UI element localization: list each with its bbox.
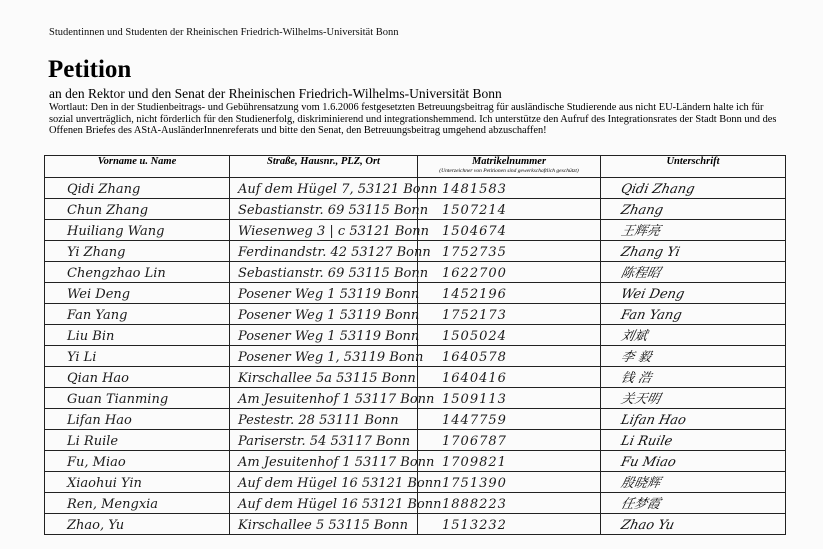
signature-rows <box>45 178 786 535</box>
table-row <box>45 199 786 220</box>
signer-signature: Zhang <box>619 203 665 218</box>
signer-address-cell <box>230 451 435 472</box>
signer-address-cell <box>230 220 429 241</box>
signer-name: Yi Zhang <box>67 245 126 260</box>
signer-signature: 王辉亮 <box>619 224 662 239</box>
table-row <box>45 409 786 430</box>
signer-address: Posener Weg 1 53119 Bonn <box>238 308 420 323</box>
signer-name-cell <box>45 430 230 451</box>
signer-address-cell <box>230 472 442 493</box>
signer-signature-cell <box>601 220 786 241</box>
table-row <box>45 262 786 283</box>
signer-address-cell <box>230 493 442 514</box>
table-row <box>45 514 786 535</box>
signer-signature-cell <box>601 199 786 220</box>
signer-matrikel-cell <box>418 178 601 199</box>
signer-matrikel-cell <box>418 304 601 325</box>
signer-matrikel: 1751390 <box>442 476 507 491</box>
signer-name-cell <box>45 493 230 514</box>
signer-name: Guan Tianming <box>67 392 169 407</box>
signer-address: Auf dem Hügel 16 53121 Bonn <box>238 497 442 512</box>
signer-address: Pestestr. 28 53111 Bonn <box>238 413 399 428</box>
signer-signature: Qidi Zhang <box>619 182 696 197</box>
signer-signature-cell <box>601 493 786 514</box>
table-row <box>45 346 786 367</box>
signer-matrikel: 1706787 <box>442 434 507 449</box>
signer-address-cell <box>230 241 431 262</box>
signer-name: Wei Deng <box>67 287 131 302</box>
table-header-row <box>45 156 786 178</box>
signer-name: Qian Hao <box>67 371 129 386</box>
signer-name-cell <box>45 451 230 472</box>
signer-matrikel-cell <box>418 388 601 409</box>
signer-signature: Fan Yang <box>619 308 684 323</box>
signer-matrikel: 1505024 <box>442 329 507 344</box>
column-header-matrikel <box>418 156 601 178</box>
signer-signature-cell <box>601 367 786 388</box>
signer-matrikel-cell <box>418 199 601 220</box>
signer-signature-cell <box>601 409 786 430</box>
signer-signature-cell <box>601 472 786 493</box>
signer-signature: Zhao Yu <box>619 518 676 533</box>
signer-matrikel: 1622700 <box>442 266 507 281</box>
signer-address: Auf dem Hügel 7, 53121 Bonn <box>238 182 438 197</box>
signer-matrikel: 1752735 <box>442 245 507 260</box>
signer-name: Fu, Miao <box>67 455 126 470</box>
signer-matrikel-cell <box>418 472 601 493</box>
signer-matrikel-cell <box>418 493 601 514</box>
signer-signature-cell <box>601 241 786 262</box>
signer-matrikel-cell <box>418 262 601 283</box>
signer-address-cell <box>230 430 418 451</box>
signer-matrikel-cell <box>418 346 601 367</box>
signer-address-cell <box>230 514 418 535</box>
signer-name-cell <box>45 409 230 430</box>
signer-address: Posener Weg 1, 53119 Bonn <box>238 350 424 365</box>
signer-signature: Lifan Hao <box>619 413 688 428</box>
signer-signature-cell <box>601 346 786 367</box>
signer-matrikel-cell <box>418 325 601 346</box>
petition-subtitle: an den Rektor und den Senat der Rheinischen Friedrich-Wilhelms-Universität Bonn <box>49 86 502 101</box>
signer-matrikel-cell <box>418 451 601 472</box>
signer-signature-cell <box>601 262 786 283</box>
table-row <box>45 451 786 472</box>
signer-name-cell <box>45 388 230 409</box>
signer-matrikel-cell <box>418 430 601 451</box>
signer-name: Li Ruile <box>67 434 119 449</box>
signer-name-cell <box>45 283 230 304</box>
signer-name-cell <box>45 514 230 535</box>
signer-matrikel: 1504674 <box>442 224 507 239</box>
column-header-signature: Unterschrift <box>601 156 786 178</box>
signer-address: Sebastianstr. 69 53115 Bonn <box>238 203 429 218</box>
signer-matrikel-cell <box>418 367 601 388</box>
signer-name: Fan Yang <box>67 308 128 323</box>
signer-address: Posener Weg 1 53119 Bonn <box>238 329 420 344</box>
table-row <box>45 325 786 346</box>
column-header-name: Vorname u. Name <box>45 156 230 178</box>
signer-matrikel-cell <box>418 283 601 304</box>
signer-name: Qidi Zhang <box>67 182 141 197</box>
signer-name-cell <box>45 325 230 346</box>
signer-address: Sebastianstr. 69 53115 Bonn <box>238 266 429 281</box>
signer-name-cell <box>45 241 230 262</box>
table-row <box>45 367 786 388</box>
signer-name-cell <box>45 367 230 388</box>
signer-name-cell <box>45 178 230 199</box>
signer-name-cell <box>45 472 230 493</box>
column-header-address: Straße, Hausnr., PLZ, Ort <box>230 156 418 178</box>
signer-address-cell <box>230 262 429 283</box>
signer-signature: Wei Deng <box>619 287 686 302</box>
signer-name: Liu Bin <box>67 329 115 344</box>
signer-address: Ferdinandstr. 42 53127 Bonn <box>238 245 431 260</box>
signer-name-cell <box>45 199 230 220</box>
petition-wortlaut: Wortlaut: Den in der Studienbeitrags- und Gebührensatzung vom 1.6.2006 festgesetzten Betreuungsbeitrag für ausländische Studierende aus nicht EU-Ländern halte ich für sozial unverträglich, nicht förderlich für den Studienerfolg, diskriminierend und integrationshemmend. Ich unterstütze den Aufruf des Integrationsrates der Stadt Bonn und des Offenen Briefes des AStA-AusländerInnenreferats und bitte den Senat, den Betreuungsbeitrag umgehend abzuschaffen! <box>49 102 777 137</box>
signer-address: Am Jesuitenhof 1 53117 Bonn <box>238 392 435 407</box>
university-line: Studentinnen und Studenten der Rheinischen Friedrich-Wilhelms-Universität Bonn <box>49 27 399 38</box>
signer-address-cell <box>230 283 418 304</box>
signer-signature-cell <box>601 451 786 472</box>
signer-address-cell <box>230 199 429 220</box>
signer-address-cell <box>230 325 418 346</box>
table-row <box>45 241 786 262</box>
signer-signature-cell <box>601 178 786 199</box>
table-row <box>45 304 786 325</box>
signer-name: Chun Zhang <box>67 203 149 218</box>
signer-signature-cell <box>601 430 786 451</box>
signer-signature-cell <box>601 388 786 409</box>
signer-matrikel: 1709821 <box>442 455 507 470</box>
signer-signature: 陈程昭 <box>619 266 662 281</box>
signer-matrikel: 1507214 <box>442 203 507 218</box>
signer-signature: Zhang Yi <box>619 245 682 260</box>
signer-matrikel: 1888223 <box>442 497 507 512</box>
table-row <box>45 472 786 493</box>
table-row <box>45 388 786 409</box>
signature-table <box>44 155 786 535</box>
signer-signature: 关天明 <box>619 392 662 407</box>
signer-matrikel: 1447759 <box>442 413 507 428</box>
signer-address-cell <box>230 367 418 388</box>
signer-name: Yi Li <box>67 350 97 365</box>
signer-signature-cell <box>601 304 786 325</box>
signer-address: Am Jesuitenhof 1 53117 Bonn <box>238 455 435 470</box>
signer-name-cell <box>45 304 230 325</box>
signer-address: Posener Weg 1 53119 Bonn <box>238 287 420 302</box>
signer-signature: Fu Miao <box>619 455 678 470</box>
signer-name-cell <box>45 220 230 241</box>
signer-matrikel: 1640416 <box>442 371 507 386</box>
table-row <box>45 493 786 514</box>
signer-address-cell <box>230 304 418 325</box>
signer-name-cell <box>45 262 230 283</box>
signer-matrikel-cell <box>418 241 601 262</box>
signer-signature: 李 毅 <box>619 350 653 365</box>
signer-matrikel-cell <box>418 220 601 241</box>
signer-name-cell <box>45 346 230 367</box>
signer-address: Wiesenweg 3 | c 53121 Bonn <box>238 224 429 239</box>
signer-signature: Li Ruile <box>619 434 674 449</box>
page-title: Petition <box>48 56 132 83</box>
signer-signature: 任梦霞 <box>619 497 662 512</box>
signer-address: Kirschallee 5a 53115 Bonn <box>238 371 416 386</box>
signer-matrikel: 1752173 <box>442 308 507 323</box>
signer-name: Zhao, Yu <box>67 518 125 533</box>
table-row <box>45 220 786 241</box>
signer-matrikel-cell <box>418 514 601 535</box>
signer-matrikel: 1509113 <box>442 392 507 407</box>
signer-address-cell <box>230 346 424 367</box>
signer-signature-cell <box>601 514 786 535</box>
column-header-matrikel-note: (Unterzeichner von Petitionen sind gewerkschaftlich geschützt) <box>439 168 579 174</box>
signer-matrikel-cell <box>418 409 601 430</box>
signer-matrikel: 1640578 <box>442 350 507 365</box>
signer-matrikel: 1513232 <box>442 518 507 533</box>
signer-address: Auf dem Hügel 16 53121 Bonn <box>238 476 442 491</box>
signer-name: Lifan Hao <box>67 413 132 428</box>
table-row <box>45 430 786 451</box>
signer-matrikel: 1452196 <box>442 287 507 302</box>
table-row <box>45 283 786 304</box>
signer-signature-cell <box>601 325 786 346</box>
signer-address-cell <box>230 388 435 409</box>
signer-address-cell <box>230 178 438 199</box>
signer-signature: 钱 浩 <box>619 371 653 386</box>
signer-address: Kirschallee 5 53115 Bonn <box>238 518 409 533</box>
signer-address-cell <box>230 409 418 430</box>
signer-signature-cell <box>601 283 786 304</box>
signer-name: Huiliang Wang <box>67 224 165 239</box>
signer-address: Pariserstr. 54 53117 Bonn <box>238 434 411 449</box>
signer-signature: 殷晓辉 <box>619 476 662 491</box>
signer-signature: 刘斌 <box>619 329 649 344</box>
column-header-matrikel-label: Matrikelnummer <box>471 156 547 167</box>
signer-name: Ren, Mengxia <box>67 497 159 512</box>
signer-name: Chengzhao Lin <box>67 266 166 281</box>
table-row <box>45 178 786 199</box>
signer-name: Xiaohui Yin <box>67 476 142 491</box>
signer-matrikel: 1481583 <box>442 182 507 197</box>
